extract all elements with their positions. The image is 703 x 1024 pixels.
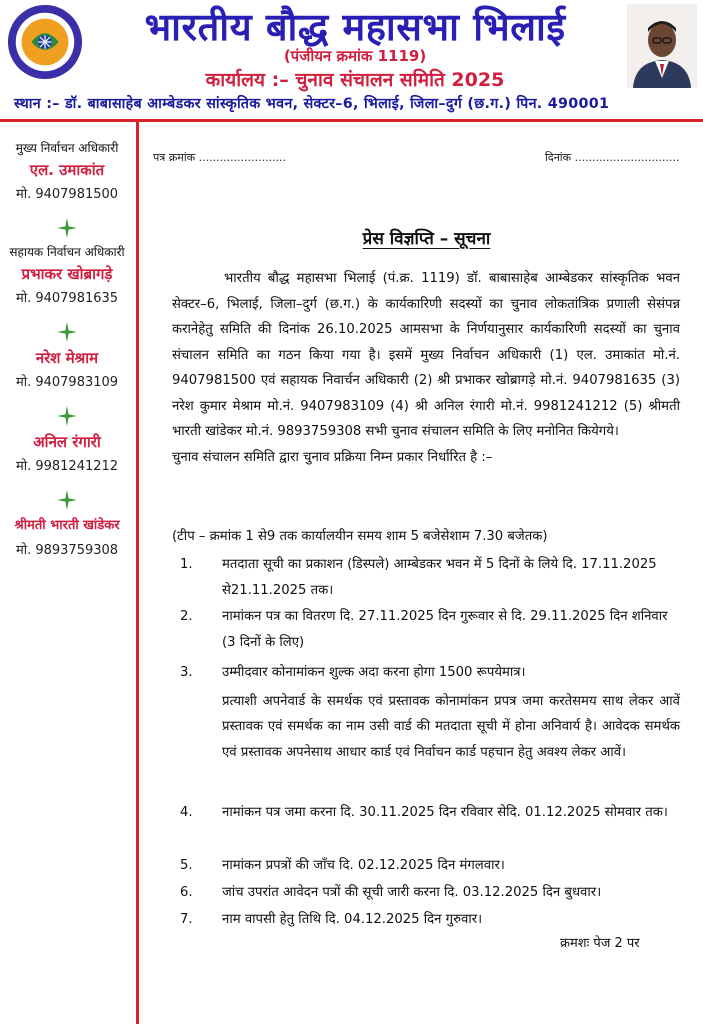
committee-member — [0, 516, 134, 560]
notice-paragraph: भारतीय बौद्ध महासभा भिलाई (पं.क्र. 1119) डॉ. बाबासाहेब आम्बेडकर सांस्कृतिक भवन सेक्टर–6, भिलाई, जिला–दुर्ग (छ.ग.) के कार्यकारिणी सदस्यों का चुनाव लोकतांत्रिक प्रणाली सेसंपन्न करानेहेतु समिति की दिनांक 26.10.2025 आमसभा के निर्णयानुसार कार्यकारिणी सदस्यों का चुनाव संचालन समिति का गठन किया गया है। इसमें मुख्य निर्वाचन अधिकारी (1) एल. उमाकांत मो.नं. 9407981500 एवं सहायक निवार्चन अधिकारी (2) श्री प्रभाकर खोब्रागड़े मो.नं. 9407981635 (3) नरेश कुमार मेश्राम मो.नं. 9407983109 (4) श्री अनिल रंगारी मो.नं. 9981241212 (5) श्रीमती भारती खांडेकर मो.नं. 9893759308 सभी चुनाव संचालन समिति के लिए मनोनित कियेगये। — [172, 271, 680, 439]
process-intro: चुनाव संचालन समिति द्वारा चुनाव प्रक्रिया निम्न प्रकार निर्धारित है :– — [172, 449, 493, 465]
member-mobile: मो. 9893759308 — [15, 543, 119, 558]
process-item — [180, 604, 680, 655]
item-number: 5. — [180, 858, 193, 873]
star-divider-icon — [57, 406, 77, 426]
committee-member — [0, 244, 134, 308]
item-number: 4. — [180, 805, 193, 820]
process-item — [180, 800, 680, 826]
letterhead — [0, 0, 703, 118]
member-name: एल. उमाकांत — [29, 161, 105, 179]
item-text: नामांकन प्रपत्रों की जाँच दि. 02.12.2025 दिन मंगलवार। — [222, 858, 505, 873]
member-role: सहायक निर्वाचन अधिकारी — [9, 245, 125, 259]
notice-heading-text: प्रेस विज्ञप्ति – सूचना — [362, 229, 491, 249]
item-text: नामांकन पत्र का वितरण दि. 27.11.2025 दिन गुरूवार से दि. 29.11.2025 दिन शनिवार (3 दिनों के लिए) — [222, 609, 668, 650]
process-item — [180, 907, 680, 933]
member-role: मुख्य निर्वाचन अधिकारी — [15, 141, 119, 155]
member-mobile: मो. 9407983109 — [15, 375, 119, 390]
member-name: नरेश मेश्राम — [35, 349, 99, 367]
member-mobile: मो. 9407981500 — [15, 187, 119, 202]
member-name: श्रीमती भारती खांडेकर — [14, 518, 120, 533]
star-divider-icon — [57, 322, 77, 342]
date-field: दिनांक .............................. — [545, 151, 680, 164]
timing-note: (टीप – क्रमांक 1 से9 तक कार्यालयीन समय शाम 5 बजेसेशाम 7.30 बजेतक) — [172, 529, 548, 544]
item-number: 3. — [180, 665, 193, 680]
process-item — [180, 660, 680, 765]
member-name: प्रभाकर खोब्रागड़े — [21, 265, 113, 283]
process-item — [180, 880, 680, 906]
address-line: स्थान :– डॉ. बाबासाहेब आम्बेडकर सांस्कृतिक भवन, सेक्टर–6, भिलाई, जिला–दुर्ग (छ.ग.) पिन. 490001 — [14, 96, 610, 112]
item-text: नाम वापसी हेतु तिथि दि. 04.12.2025 दिन गुरुवार। — [222, 912, 483, 927]
registration-number: (पंजीयन क्रमांक 1119) — [283, 47, 427, 65]
continued-note: क्रमशः पेज 2 पर — [560, 936, 640, 951]
portrait-photo — [627, 4, 697, 88]
star-divider-icon — [57, 218, 77, 238]
notice-heading — [150, 226, 703, 249]
office-name: कार्यालय :– चुनाव संचालन समिति 2025 — [205, 69, 505, 91]
committee-member — [0, 348, 134, 392]
member-name: अनिल रंगारी — [33, 433, 101, 451]
committee-member — [0, 432, 134, 476]
item-extra-text: प्रत्याशी अपनेवार्ड के समर्थक एवं प्रस्तावक कोनामांकन प्रपत्र जमा करतेसमय साथ लेकर आवें प्रस्तावक एवं समर्थक का नाम उसी वार्ड की मतदाता सूची में होना अनिवार्य है। आवेदक समर्थक एवं प्रस्तावक अपनेसाथ आधार कार्ड एवं निर्वाचन कार्ड पहचान हेतु अवश्य लेकर आवें। — [222, 693, 680, 760]
star-divider-icon — [57, 490, 77, 510]
member-mobile: मो. 9981241212 — [15, 459, 119, 474]
notice-body — [172, 266, 680, 470]
item-number: 2. — [180, 609, 193, 624]
process-item — [180, 853, 680, 879]
item-number: 1. — [180, 557, 193, 572]
item-number: 7. — [180, 912, 193, 927]
item-text: उम्मीदवार कोनामांकन शुल्क अदा करना होगा 1500 रूपयेमात्र। — [222, 665, 526, 680]
letter-number-field: पत्र क्रमांक ......................... — [153, 151, 287, 164]
committee-sidebar — [0, 140, 134, 560]
organization-logo-icon — [6, 3, 84, 81]
process-item — [180, 552, 680, 603]
sidebar-divider — [136, 121, 139, 1024]
member-mobile: मो. 9407981635 — [15, 291, 119, 306]
header-divider — [0, 119, 703, 122]
item-text: जांच उपरांत आवेदन पत्रों की सूची जारी करना दि. 03.12.2025 दिन बुधवार। — [222, 885, 602, 900]
item-text: मतदाता सूची का प्रकाशन (डिस्पले) आम्बेडकर भवन में 5 दिनों के लिये दि. 17.11.2025 से21.11.2025 तक। — [222, 557, 657, 598]
item-text: नामांकन पत्र जमा करना दि. 30.11.2025 दिन रविवार सेदि. 01.12.2025 सोमवार तक। — [222, 805, 668, 820]
item-number: 6. — [180, 885, 193, 900]
organization-title: भारतीय बौद्ध महासभा भिलाई — [144, 4, 566, 49]
committee-member — [0, 140, 134, 204]
